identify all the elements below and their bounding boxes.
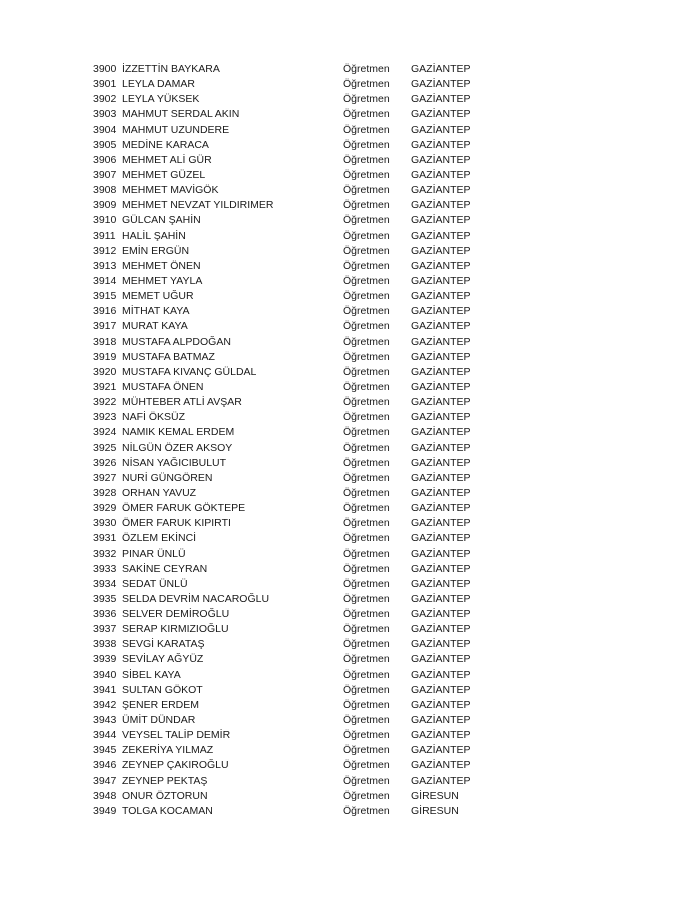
city-name: GAZİANTEP — [411, 592, 471, 605]
person-name: SEVİLAY AĞYÜZ — [122, 653, 204, 666]
occupation: Öğretmen — [343, 290, 390, 303]
list-item — [93, 607, 513, 622]
person-name: PINAR ÜNLÜ — [122, 547, 186, 560]
person-name: MUSTAFA KIVANÇ GÜLDAL — [122, 365, 257, 378]
record-number: 3909 — [93, 199, 117, 212]
list-item — [93, 789, 513, 804]
person-name: SERAP KIRMIZIOĞLU — [122, 623, 229, 636]
city-name: GAZİANTEP — [411, 335, 471, 348]
record-number: 3916 — [93, 305, 117, 318]
city-name: GAZİANTEP — [411, 441, 471, 454]
occupation: Öğretmen — [343, 759, 390, 772]
record-number: 3918 — [93, 335, 117, 348]
list-item — [93, 516, 513, 531]
record-number: 3927 — [93, 471, 117, 484]
record-number: 3946 — [93, 759, 117, 772]
city-name: GAZİANTEP — [411, 729, 471, 742]
person-name: MEHMET ÖNEN — [122, 259, 201, 272]
person-name: ONUR ÖZTORUN — [122, 789, 208, 802]
person-name: MEHMET NEVZAT YILDIRIMER — [122, 199, 274, 212]
occupation: Öğretmen — [343, 184, 390, 197]
city-name: GAZİANTEP — [411, 486, 471, 499]
occupation: Öğretmen — [343, 774, 390, 787]
occupation: Öğretmen — [343, 532, 390, 545]
list-item — [93, 380, 513, 395]
record-number: 3922 — [93, 396, 117, 409]
person-name: SAKİNE CEYRAN — [122, 562, 208, 575]
record-number: 3947 — [93, 774, 117, 787]
city-name: GAZİANTEP — [411, 108, 471, 121]
city-name: GAZİANTEP — [411, 305, 471, 318]
city-name: GAZİANTEP — [411, 577, 471, 590]
city-name: GAZİANTEP — [411, 698, 471, 711]
occupation: Öğretmen — [343, 259, 390, 272]
occupation: Öğretmen — [343, 380, 390, 393]
person-name: LEYLA DAMAR — [122, 78, 195, 91]
city-name: GAZİANTEP — [411, 471, 471, 484]
record-number: 3926 — [93, 456, 117, 469]
list-item — [93, 562, 513, 577]
record-number: 3924 — [93, 426, 117, 439]
person-name: MEHMET ALİ GÜR — [122, 153, 212, 166]
person-name: MEDİNE KARACA — [122, 138, 209, 151]
list-item — [93, 410, 513, 425]
record-number: 3942 — [93, 698, 117, 711]
city-name: GAZİANTEP — [411, 63, 471, 75]
city-name: GAZİANTEP — [411, 320, 471, 333]
record-number: 3929 — [93, 502, 117, 515]
person-name: MURAT KAYA — [122, 320, 188, 333]
occupation: Öğretmen — [343, 668, 390, 681]
occupation: Öğretmen — [343, 608, 390, 621]
record-number: 3948 — [93, 789, 117, 802]
record-number: 3943 — [93, 714, 117, 727]
list-item — [93, 319, 513, 334]
list-item — [93, 289, 513, 304]
person-name: SELDA DEVRİM NACAROĞLU — [122, 592, 270, 605]
city-name: GAZİANTEP — [411, 744, 471, 757]
list-item — [93, 425, 513, 440]
list-item — [93, 486, 513, 501]
city-name: GAZİANTEP — [411, 259, 471, 272]
list-item — [93, 774, 513, 789]
occupation: Öğretmen — [343, 123, 390, 136]
list-item — [93, 365, 513, 380]
list-item — [93, 168, 513, 183]
record-number: 3936 — [93, 608, 117, 621]
occupation: Öğretmen — [343, 653, 390, 666]
list-item — [93, 198, 513, 213]
city-name: GAZİANTEP — [411, 456, 471, 469]
person-name: MİTHAT KAYA — [122, 305, 190, 318]
list-item — [93, 743, 513, 758]
person-name: NAFİ ÖKSÜZ — [122, 411, 186, 424]
city-name: GAZİANTEP — [411, 623, 471, 636]
list-item — [93, 259, 513, 274]
record-number: 3935 — [93, 592, 117, 605]
list-item — [93, 350, 513, 365]
record-number: 3908 — [93, 184, 117, 197]
occupation: Öğretmen — [343, 744, 390, 757]
occupation: Öğretmen — [343, 78, 390, 91]
occupation: Öğretmen — [343, 683, 390, 696]
person-name: SELVER DEMİROĞLU — [122, 608, 230, 621]
occupation: Öğretmen — [343, 168, 390, 181]
city-name: GİRESUN — [411, 804, 459, 817]
person-name: SEVGİ KARATAŞ — [122, 638, 205, 651]
person-name: NURİ GÜNGÖREN — [122, 471, 213, 484]
list-item — [93, 592, 513, 607]
occupation: Öğretmen — [343, 426, 390, 439]
city-name: GAZİANTEP — [411, 229, 471, 242]
record-number: 3934 — [93, 577, 117, 590]
record-number: 3900 — [93, 63, 117, 75]
city-name: GAZİANTEP — [411, 759, 471, 772]
city-name: GAZİANTEP — [411, 502, 471, 515]
list-item — [93, 456, 513, 471]
record-number: 3904 — [93, 123, 117, 136]
city-name: GAZİANTEP — [411, 123, 471, 136]
person-name: HALİL ŞAHİN — [122, 229, 186, 242]
city-name: GAZİANTEP — [411, 274, 471, 287]
list-item — [93, 62, 513, 77]
record-number: 3919 — [93, 350, 117, 363]
person-name: ÜMİT DÜNDAR — [122, 714, 196, 727]
city-name: GAZİANTEP — [411, 244, 471, 257]
record-number: 3937 — [93, 623, 117, 636]
occupation: Öğretmen — [343, 335, 390, 348]
person-name: İZZETTİN BAYKARA — [122, 63, 220, 75]
occupation: Öğretmen — [343, 638, 390, 651]
record-number: 3902 — [93, 93, 117, 106]
occupation: Öğretmen — [343, 623, 390, 636]
occupation: Öğretmen — [343, 138, 390, 151]
record-number: 3912 — [93, 244, 117, 257]
record-number: 3938 — [93, 638, 117, 651]
person-name: NİLGÜN ÖZER AKSOY — [122, 441, 233, 454]
record-number: 3907 — [93, 168, 117, 181]
occupation: Öğretmen — [343, 350, 390, 363]
person-name: MEHMET YAYLA — [122, 274, 203, 287]
occupation: Öğretmen — [343, 320, 390, 333]
record-number: 3913 — [93, 259, 117, 272]
list-item — [93, 304, 513, 319]
record-number: 3921 — [93, 380, 117, 393]
person-name: ZEKERİYA YILMAZ — [122, 744, 214, 757]
list-item — [93, 622, 513, 637]
list-item — [93, 713, 513, 728]
list-item — [93, 668, 513, 683]
city-name: GAZİANTEP — [411, 683, 471, 696]
city-name: GAZİANTEP — [411, 411, 471, 424]
record-number: 3914 — [93, 274, 117, 287]
record-number: 3915 — [93, 290, 117, 303]
occupation: Öğretmen — [343, 305, 390, 318]
occupation: Öğretmen — [343, 199, 390, 212]
city-name: GAZİANTEP — [411, 214, 471, 227]
list-item — [93, 229, 513, 244]
list-item — [93, 683, 513, 698]
person-name: SİBEL KAYA — [122, 668, 181, 681]
occupation: Öğretmen — [343, 153, 390, 166]
person-name: LEYLA YÜKSEK — [122, 93, 200, 106]
city-name: GAZİANTEP — [411, 78, 471, 91]
person-name: ZEYNEP PEKTAŞ — [122, 774, 208, 787]
record-number: 3933 — [93, 562, 117, 575]
occupation: Öğretmen — [343, 456, 390, 469]
list-item — [93, 471, 513, 486]
record-number: 3910 — [93, 214, 117, 227]
occupation: Öğretmen — [343, 698, 390, 711]
occupation: Öğretmen — [343, 562, 390, 575]
person-name: ÖMER FARUK GÖKTEPE — [122, 502, 246, 515]
record-number: 3932 — [93, 547, 117, 560]
record-number: 3949 — [93, 804, 117, 817]
city-name: GAZİANTEP — [411, 426, 471, 439]
city-name: GİRESUN — [411, 789, 459, 802]
person-name: GÜLCAN ŞAHİN — [122, 214, 201, 227]
occupation: Öğretmen — [343, 486, 390, 499]
list-item — [93, 637, 513, 652]
list-item — [93, 244, 513, 259]
record-number: 3928 — [93, 486, 117, 499]
list-item — [93, 183, 513, 198]
city-name: GAZİANTEP — [411, 350, 471, 363]
person-name: VEYSEL TALİP DEMİR — [122, 729, 231, 742]
city-name: GAZİANTEP — [411, 668, 471, 681]
city-name: GAZİANTEP — [411, 562, 471, 575]
record-number: 3911 — [93, 229, 116, 242]
occupation: Öğretmen — [343, 63, 390, 75]
person-name: ÖMER FARUK KIPIRTI — [122, 517, 231, 530]
city-name: GAZİANTEP — [411, 138, 471, 151]
list-item — [93, 77, 513, 92]
list-item — [93, 728, 513, 743]
list-item — [93, 274, 513, 289]
person-name: ORHAN YAVUZ — [122, 486, 197, 499]
person-name: MEHMET GÜZEL — [122, 168, 206, 181]
person-name: ÖZLEM EKİNCİ — [122, 532, 197, 545]
list-item — [93, 804, 513, 819]
record-number: 3945 — [93, 744, 117, 757]
occupation: Öğretmen — [343, 517, 390, 530]
list-item — [93, 501, 513, 516]
record-number: 3930 — [93, 517, 117, 530]
person-name: MEHMET MAVİGÖK — [122, 184, 219, 197]
occupation: Öğretmen — [343, 729, 390, 742]
record-number: 3905 — [93, 138, 117, 151]
list-item — [93, 395, 513, 410]
record-number: 3901 — [93, 78, 117, 91]
occupation: Öğretmen — [343, 471, 390, 484]
list-item — [93, 531, 513, 546]
record-number: 3939 — [93, 653, 117, 666]
occupation: Öğretmen — [343, 714, 390, 727]
record-number: 3923 — [93, 411, 117, 424]
occupation: Öğretmen — [343, 274, 390, 287]
list-item — [93, 577, 513, 592]
list-item — [93, 335, 513, 350]
occupation: Öğretmen — [343, 502, 390, 515]
occupation: Öğretmen — [343, 93, 390, 106]
occupation: Öğretmen — [343, 804, 390, 817]
list-item — [93, 547, 513, 562]
list-item — [93, 138, 513, 153]
city-name: GAZİANTEP — [411, 168, 471, 181]
list-item — [93, 92, 513, 107]
record-number: 3917 — [93, 320, 117, 333]
occupation: Öğretmen — [343, 592, 390, 605]
occupation: Öğretmen — [343, 214, 390, 227]
record-number: 3903 — [93, 108, 117, 121]
person-name: EMİN ERGÜN — [122, 244, 190, 257]
city-name: GAZİANTEP — [411, 653, 471, 666]
person-name: SEDAT ÜNLÜ — [122, 577, 188, 590]
occupation: Öğretmen — [343, 244, 390, 257]
record-list — [93, 62, 513, 819]
person-name: MUSTAFA ALPDOĞAN — [122, 335, 231, 348]
city-name: GAZİANTEP — [411, 774, 471, 787]
city-name: GAZİANTEP — [411, 714, 471, 727]
list-item — [93, 123, 513, 138]
city-name: GAZİANTEP — [411, 380, 471, 393]
person-name: ZEYNEP ÇAKIROĞLU — [122, 759, 229, 772]
record-number: 3920 — [93, 365, 117, 378]
list-item — [93, 652, 513, 667]
person-name: NİSAN YAĞICIBULUT — [122, 456, 227, 469]
city-name: GAZİANTEP — [411, 532, 471, 545]
record-number: 3906 — [93, 153, 117, 166]
city-name: GAZİANTEP — [411, 547, 471, 560]
occupation: Öğretmen — [343, 547, 390, 560]
city-name: GAZİANTEP — [411, 184, 471, 197]
person-name: NAMIK KEMAL ERDEM — [122, 426, 235, 439]
city-name: GAZİANTEP — [411, 93, 471, 106]
city-name: GAZİANTEP — [411, 517, 471, 530]
occupation: Öğretmen — [343, 441, 390, 454]
record-number: 3931 — [93, 532, 117, 545]
city-name: GAZİANTEP — [411, 608, 471, 621]
person-name: MAHMUT UZUNDERE — [122, 123, 230, 136]
occupation: Öğretmen — [343, 411, 390, 424]
city-name: GAZİANTEP — [411, 199, 471, 212]
person-name: SULTAN GÖKOT — [122, 683, 203, 696]
person-name: ŞENER ERDEM — [122, 698, 200, 711]
city-name: GAZİANTEP — [411, 396, 471, 409]
occupation: Öğretmen — [343, 108, 390, 121]
person-name: MAHMUT SERDAL AKIN — [122, 108, 240, 121]
city-name: GAZİANTEP — [411, 290, 471, 303]
list-item — [93, 698, 513, 713]
person-name: MÜHTEBER ATLİ AVŞAR — [122, 396, 242, 409]
city-name: GAZİANTEP — [411, 365, 471, 378]
person-name: MUSTAFA ÖNEN — [122, 380, 204, 393]
list-item — [93, 153, 513, 168]
occupation: Öğretmen — [343, 789, 390, 802]
occupation: Öğretmen — [343, 229, 390, 242]
city-name: GAZİANTEP — [411, 153, 471, 166]
occupation: Öğretmen — [343, 365, 390, 378]
person-name: MEMET UĞUR — [122, 290, 194, 303]
person-name: MUSTAFA BATMAZ — [122, 350, 215, 363]
person-name: TOLGA KOCAMAN — [122, 804, 213, 817]
list-item — [93, 441, 513, 456]
occupation: Öğretmen — [343, 577, 390, 590]
record-number: 3941 — [93, 683, 117, 696]
record-number: 3944 — [93, 729, 117, 742]
record-number: 3925 — [93, 441, 117, 454]
city-name: GAZİANTEP — [411, 638, 471, 651]
occupation: Öğretmen — [343, 396, 390, 409]
list-item — [93, 758, 513, 773]
list-item — [93, 107, 513, 122]
record-number: 3940 — [93, 668, 117, 681]
list-item — [93, 213, 513, 228]
